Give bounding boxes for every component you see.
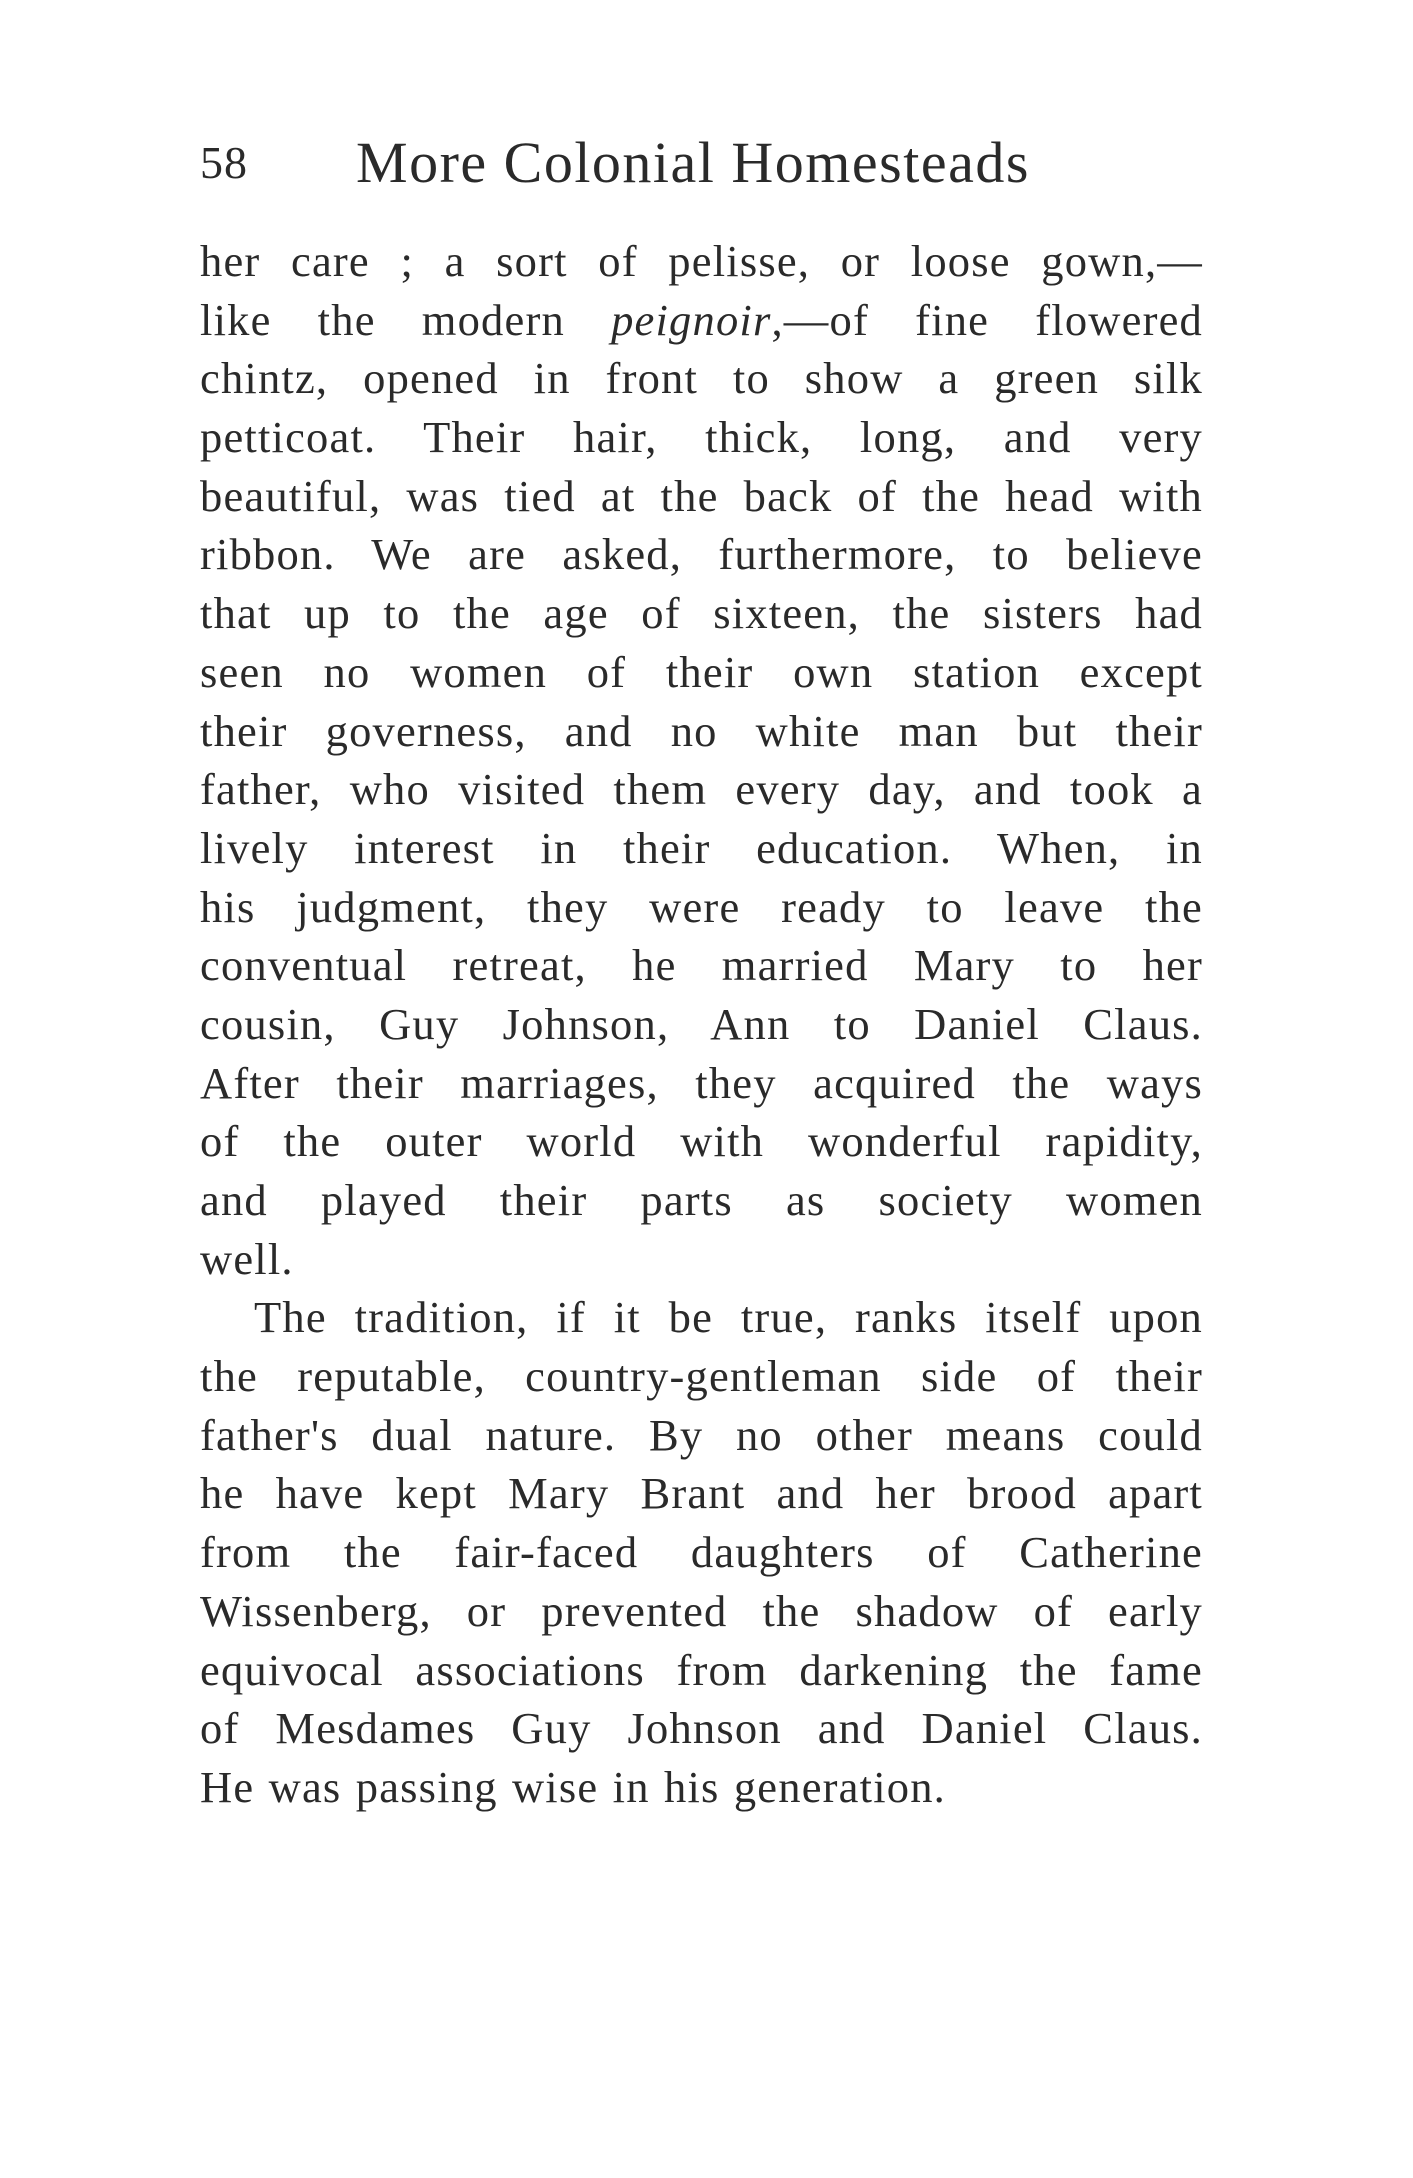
italic-term: peignoir	[611, 294, 772, 345]
text-segment: ,—of fine flowered	[771, 294, 1203, 345]
text-line: conventual retreat, he married Mary to her	[200, 940, 1203, 991]
text-line: the reputable, country-gentleman side of their	[200, 1351, 1203, 1402]
text-line: their governess, and no white man but their	[200, 705, 1203, 756]
text-line	[200, 291, 1203, 350]
paragraph-2	[200, 1288, 1203, 1816]
text-line: of Mesdames Guy Johnson and Daniel Claus.	[200, 1703, 1203, 1754]
text-line: he have kept Mary Brant and her brood apart	[200, 1468, 1203, 1519]
text-line: cousin, Guy Johnson, Ann to Daniel Claus.	[200, 998, 1203, 1049]
text-line: that up to the age of sixteen, the sisters had	[200, 588, 1203, 639]
text-line: chintz, opened in front to show a green silk	[200, 353, 1203, 404]
text-line: of the outer world with wonderful rapidity,	[200, 1116, 1203, 1167]
text-line: He was passing wise in his generation.	[200, 1761, 946, 1812]
text-line: Wissenberg, or prevented the shadow of early	[200, 1585, 1203, 1636]
text-line: After their marriages, they acquired the ways	[200, 1057, 1203, 1108]
text-line: father's dual nature. By no other means could	[200, 1409, 1203, 1460]
text-line: beautiful, was tied at the back of the head with	[200, 470, 1203, 521]
text-line: The tradition, if it be true, ranks itself upon	[254, 1292, 1203, 1343]
text-line: lively interest in their education. When, in	[200, 822, 1203, 873]
page-number: 58	[200, 137, 248, 188]
text-line: seen no women of their own station except	[200, 646, 1203, 697]
text-line: her care ; a sort of pelisse, or loose gown,—	[200, 236, 1203, 286]
text-line: ribbon. We are asked, furthermore, to believe	[200, 529, 1203, 580]
running-title: More Colonial Homesteads	[356, 130, 1030, 195]
text-line: petticoat. Their hair, thick, long, and very	[200, 412, 1203, 463]
text-line: equivocal associations from darkening the fame	[200, 1644, 1203, 1695]
body-text	[200, 232, 1203, 1817]
text-line: from the fair-faced daughters of Catherine	[200, 1527, 1203, 1578]
paragraph-1	[200, 232, 1203, 1288]
text-line: and played their parts as society women	[200, 1175, 1203, 1225]
text-segment: like the modern	[200, 294, 612, 345]
text-line: well.	[200, 1233, 294, 1284]
text-line: father, who visited them every day, and took a	[200, 764, 1203, 815]
page-header	[200, 128, 1210, 198]
text-line: his judgment, they were ready to leave the	[200, 881, 1203, 932]
